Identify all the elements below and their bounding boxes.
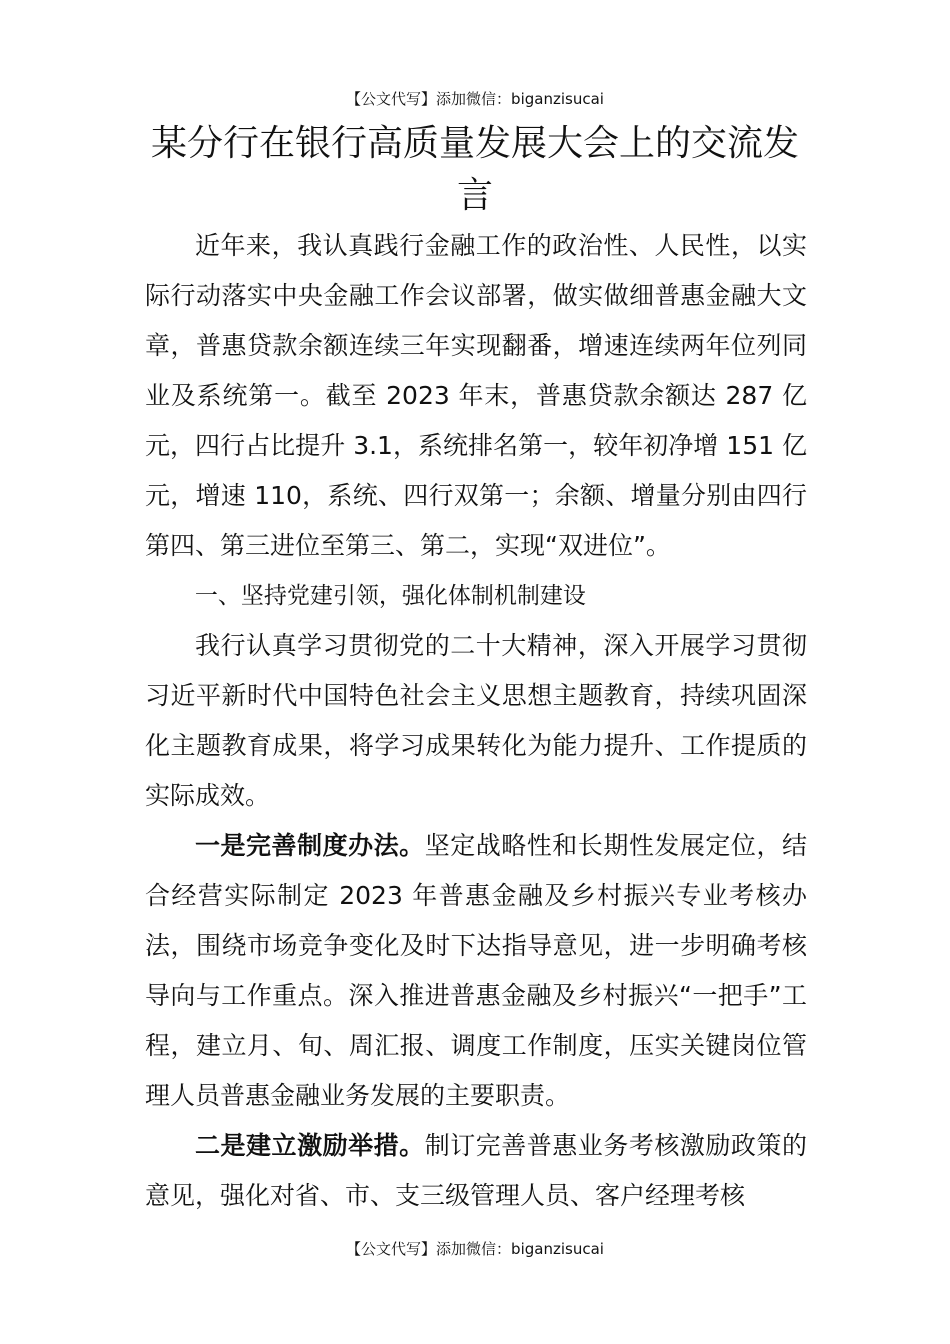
page-title: 某分行在银行高质量发展大会上的交流发言 [150, 123, 799, 216]
paragraph-point-2 [145, 1121, 807, 1221]
point-2-lead: 二是建立激励举措。 [195, 1131, 425, 1160]
section-heading-1: 一、坚持党建引领，强化体制机制建设 [194, 583, 586, 609]
document-body [145, 221, 807, 1221]
point-1-text: 坚定战略性和长期性发展定位，结合经营实际制定 2023 年普惠金融及乡村振兴专业考核办法，围绕市场竞争变化及时下达指导意见，进一步明确考核导向与工作重点。深入推进普惠金融及乡村振兴“一把手”工程，建立月、旬、周汇报、调度工作制度，压实关键岗位管理人员普惠金融业务发展的主要职责。 [145, 831, 807, 1110]
paragraph-point-1 [145, 821, 807, 1121]
paragraph-intro: 近年来，我认真践行金融工作的政治性、人民性，以实际行动落实中央金融工作会议部署，做实做细普惠金融大文章，普惠贷款余额连续三年实现翻番，增速连续两年位列同业及系统第一。截至 2023 年末，普惠贷款余额达 287 亿元，四行占比提升 3.1，系统排名第一，较年初净增 151 亿元，增速 110，系统、四行双第一；余额、增量分别由四行第四、第三进位至第三、第二，实现“双进位”。 [145, 231, 807, 560]
point-1-lead: 一是完善制度办法。 [195, 831, 425, 860]
footer-note: 【公文代写】添加微信：biganzisucai [346, 1240, 604, 1258]
header-note: 【公文代写】添加微信：biganzisucai [346, 90, 604, 108]
paragraph-section-1-intro: 我行认真学习贯彻党的二十大精神，深入开展学习贯彻习近平新时代中国特色社会主义思想主题教育，持续巩固深化主题教育成果，将学习成果转化为能力提升、工作提质的实际成效。 [145, 631, 807, 810]
point-2-text: 制订完善普惠业务考核激励政策的意见，强化对省、市、支三级管理人员、客户经理考核 [145, 1131, 807, 1210]
